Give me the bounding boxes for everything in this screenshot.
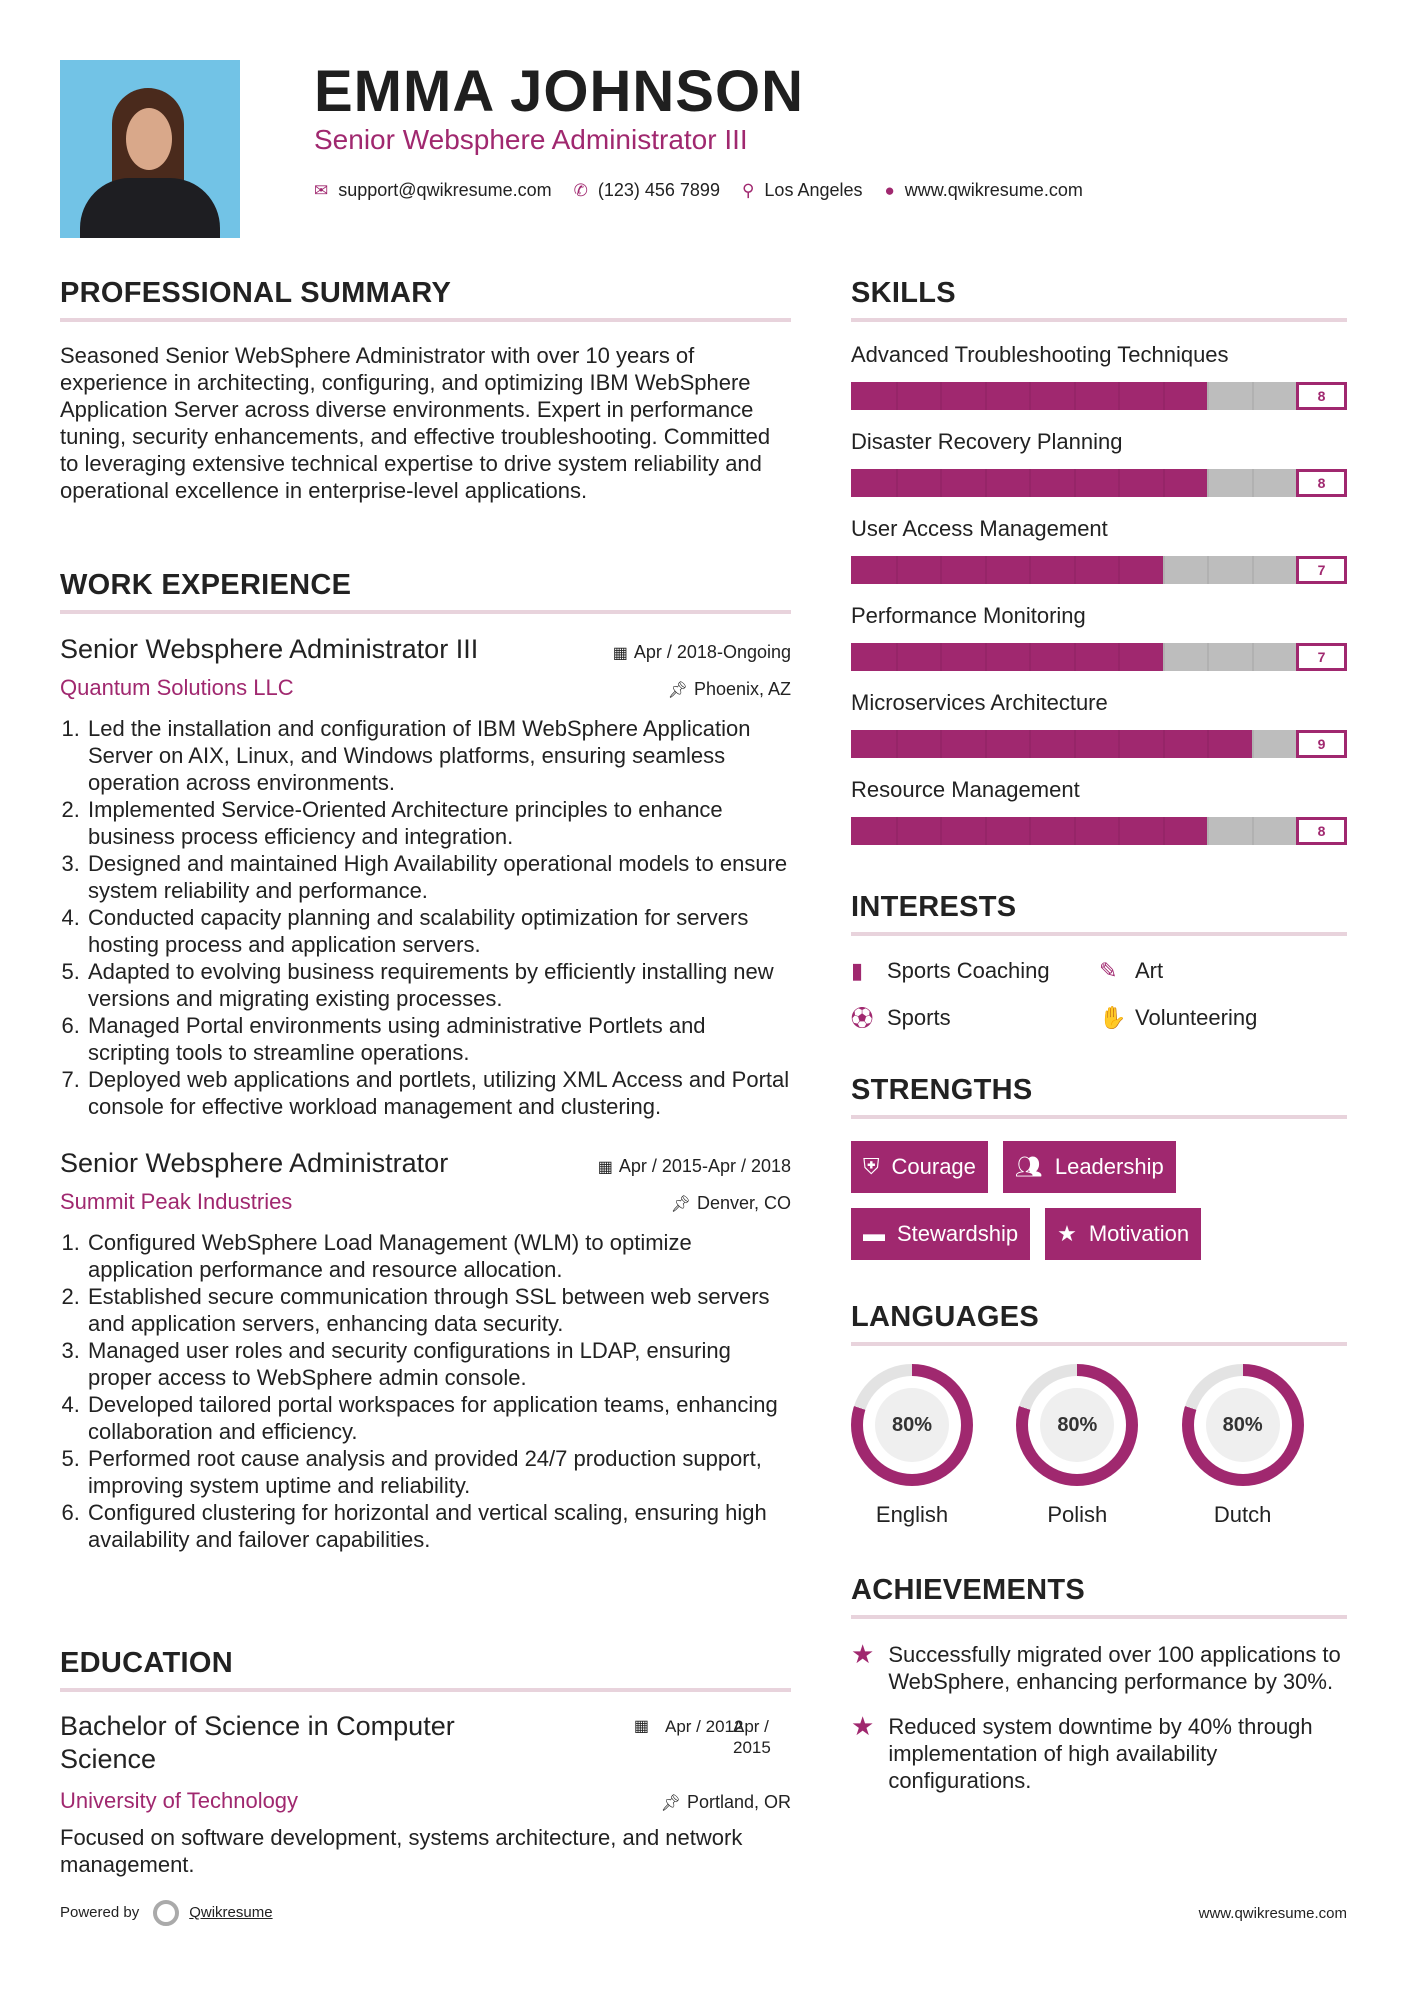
skill-segment-divider (1163, 730, 1165, 758)
skill-segment-divider (1207, 469, 1209, 497)
skill-segment-divider (1252, 817, 1254, 845)
location-pin-icon: ⚲ (741, 180, 755, 200)
achievement-item (851, 1641, 1347, 1695)
skill-name: Resource Management (851, 777, 1080, 802)
skill-name: Performance Monitoring (851, 603, 1086, 628)
handshake-icon: ✋ (1099, 1004, 1127, 1030)
star-icon: ★ (851, 1711, 875, 1741)
strength-tag (851, 1208, 1030, 1260)
skill-segment-divider (896, 643, 898, 671)
strength-label: Courage (891, 1154, 976, 1179)
shield-icon: ⛨ (863, 1154, 880, 1179)
strength-label: Motivation (1088, 1221, 1190, 1246)
interest-item (851, 1002, 1099, 1033)
pin-icon: 📌︎ (660, 1795, 681, 1812)
phone-text: (123) 456 7899 (597, 180, 720, 200)
list-item: 7. Deployed web applications and portlets, utilizing XML Access and Portal console for effective workload management and clustering. (86, 1066, 791, 1120)
skill-track (851, 556, 1296, 584)
achievement-text: Successfully migrated over 100 applications to WebSphere, enhancing performance by 30%. (888, 1642, 1341, 1694)
email-icon: ✉ (314, 180, 329, 200)
section-heading: WORK EXPERIENCE (60, 569, 352, 601)
skill-segment-divider (1074, 382, 1076, 410)
skill-segment-divider (985, 817, 987, 845)
powered-by-label: Powered by (60, 1903, 140, 1921)
skill-segment-divider (1074, 643, 1076, 671)
skill-segment-divider (1029, 643, 1031, 671)
skill-segment-divider (940, 730, 942, 758)
list-item: 6. Configured clustering for horizontal and vertical scaling, ensuring high availability and failover capabilities. (86, 1499, 791, 1553)
section-heading: PROFESSIONAL SUMMARY (60, 277, 452, 309)
list-item: 1. Configured WebSphere Load Management (WLM) to optimize application performance and resource allocation. (86, 1229, 791, 1283)
strength-label: Stewardship (897, 1221, 1019, 1246)
skill-segment-divider (1207, 817, 1209, 845)
language-item (1182, 1364, 1347, 1528)
profile-photo (60, 60, 240, 238)
languages-section (851, 1301, 1347, 1528)
soccer-ball-icon: ⚽︎ (851, 1006, 874, 1031)
language-item (1016, 1364, 1181, 1528)
achievement-item (851, 1713, 1347, 1794)
skill-segment-divider (940, 469, 942, 497)
skill-score: 7 (1296, 643, 1347, 671)
language-name: Polish (1047, 1502, 1108, 1527)
skill-segment-divider (896, 382, 898, 410)
skill-bar (851, 730, 1347, 758)
degree-title: Bachelor of Science in Computer Science (60, 1711, 455, 1774)
language-percent: 80% (1206, 1388, 1280, 1462)
skill-segment-divider (1163, 469, 1165, 497)
interests-section (851, 891, 1347, 1033)
job-title: Senior Websphere Administrator (60, 1148, 449, 1178)
footer-powered-by (60, 1900, 273, 1926)
skill-segment-divider (1029, 469, 1031, 497)
skill-segment-divider (1118, 469, 1120, 497)
divider (851, 1342, 1347, 1346)
job-location: Phoenix, AZ (693, 679, 791, 699)
skill-segment-divider (1252, 730, 1254, 758)
skill-segment-divider (896, 730, 898, 758)
skill-segment-divider (1118, 643, 1120, 671)
list-item: 4. Conducted capacity planning and scalability optimization for servers hosting process and application servers. (86, 904, 791, 958)
calendar-icon: ▦ (597, 1159, 613, 1176)
calendar-icon: ▦ (612, 645, 628, 662)
calendar-icon: ▦ (633, 1718, 649, 1735)
divider (851, 932, 1347, 936)
job-entry (60, 634, 791, 1120)
skill-score: 8 (1296, 469, 1347, 497)
brand-link[interactable]: Qwikresume (189, 1903, 273, 1921)
skill-track (851, 730, 1296, 758)
list-item: 2. Implemented Service-Oriented Architecture principles to enhance business process efficiency and integration. (86, 796, 791, 850)
skill-segment-divider (1118, 556, 1120, 584)
interest-label: Sports (887, 1004, 951, 1030)
skill-segment-divider (1163, 556, 1165, 584)
candidate-name: EMMA JOHNSON (314, 59, 804, 124)
skill-bar (851, 382, 1347, 410)
skill-segment-divider (985, 556, 987, 584)
skill-bar (851, 817, 1347, 845)
section-heading: EDUCATION (60, 1647, 233, 1679)
strength-tag (851, 1141, 988, 1193)
globe-icon: ● (884, 180, 895, 200)
skill-score: 8 (1296, 382, 1347, 410)
skill-segment-divider (1074, 817, 1076, 845)
edu-description: Focused on software development, systems architecture, and network management. (60, 1825, 743, 1877)
strengths-section (851, 1074, 1347, 1260)
qwikresume-logo-icon (153, 1900, 179, 1926)
list-item: 5. Performed root cause analysis and provided 24/7 production support, improving system uptime and reliability. (86, 1445, 791, 1499)
skill-track (851, 817, 1296, 845)
divider (851, 1115, 1347, 1119)
skill-segment-divider (940, 556, 942, 584)
job-title: Senior Websphere Administrator III (60, 634, 479, 664)
email-link[interactable]: support@qwikresume.com (338, 180, 552, 200)
company-name: Summit Peak Industries (60, 1189, 293, 1214)
language-item (851, 1364, 1016, 1528)
experience-section (60, 569, 791, 1553)
divider (60, 1688, 791, 1692)
skill-segment-divider (1074, 469, 1076, 497)
edu-location: Portland, OR (686, 1792, 791, 1812)
footer-url[interactable]: www.qwikresume.com (1198, 1905, 1347, 1922)
location-text: Los Angeles (764, 180, 863, 200)
achievements-section (851, 1574, 1347, 1812)
interest-label: Sports Coaching (887, 958, 1050, 983)
skill-bar (851, 556, 1347, 584)
school-name: University of Technology (60, 1788, 299, 1813)
skills-section (851, 277, 1347, 864)
summary-section (60, 277, 791, 504)
skill-segment-divider (1029, 730, 1031, 758)
strength-tag (1003, 1141, 1176, 1193)
strength-tag (1045, 1208, 1201, 1260)
skill-segment-divider (1118, 382, 1120, 410)
skill-segment-divider (1252, 382, 1254, 410)
divider (851, 1615, 1347, 1619)
list-item: 2. Established secure communication through SSL between web servers and application servers, enhancing data security. (86, 1283, 791, 1337)
skill-segment-divider (985, 469, 987, 497)
divider (60, 610, 791, 614)
website-link[interactable]: www.qwikresume.com (904, 180, 1083, 200)
skill-bar (851, 469, 1347, 497)
skill-segment-divider (1163, 817, 1165, 845)
skill-track (851, 469, 1296, 497)
edu-start: Apr / 2012 (665, 1717, 744, 1736)
star-icon: ★ (851, 1639, 875, 1669)
skill-segment-divider (1252, 556, 1254, 584)
language-percent: 80% (875, 1388, 949, 1462)
list-item: 3. Managed user roles and security configurations in LDAP, ensuring proper access to WebSphere admin console. (86, 1337, 791, 1391)
skill-score: 7 (1296, 556, 1347, 584)
whistle-icon: ▮ (851, 958, 864, 983)
list-item: 3. Designed and maintained High Availability operational models to ensure system reliability and performance. (86, 850, 791, 904)
skill-segment-divider (1074, 730, 1076, 758)
summary-text: Seasoned Senior WebSphere Administrator with over 10 years of experience in architecting, configuring, and optimizing IBM WebSphere Application Server across diverse environments. Expert in performance tuning, security enhancements, and effective troubleshooting. Committed to leveraging extensive technical expertise to drive system reliability and operational excellence in enterprise-level applications. (60, 343, 771, 503)
language-donut (1182, 1364, 1304, 1486)
skill-segment-divider (1163, 382, 1165, 410)
interest-item (1099, 958, 1347, 984)
job-dates: Apr / 2018-Ongoing (633, 642, 791, 662)
skill-fill (851, 730, 1252, 758)
skill-segment-divider (1029, 556, 1031, 584)
divider (851, 318, 1347, 322)
edu-end: Apr / 2015 (733, 1717, 771, 1757)
divider (60, 318, 791, 322)
skill-segment-divider (896, 556, 898, 584)
pin-icon: 📌︎ (667, 682, 688, 699)
list-item: 4. Developed tailored portal workspaces for application teams, enhancing collaboration and efficiency. (86, 1391, 791, 1445)
candidate-title: Senior Websphere Administrator III (314, 124, 748, 155)
skill-segment-divider (940, 643, 942, 671)
job-location: Denver, CO (696, 1193, 791, 1213)
language-name: Dutch (1213, 1502, 1272, 1527)
skill-segment-divider (1207, 382, 1209, 410)
strength-label: Leadership (1054, 1154, 1164, 1179)
company-name: Quantum Solutions LLC (60, 675, 294, 700)
skill-segment-divider (1029, 382, 1031, 410)
skill-segment-divider (985, 643, 987, 671)
skill-name: Advanced Troubleshooting Techniques (851, 342, 1229, 367)
skill-track (851, 382, 1296, 410)
list-item: 1. Led the installation and configuration of IBM WebSphere Application Server on AIX, Linux, and Windows platforms, ensuring seamless operation across environments. (86, 715, 791, 796)
group-icon: 👥︎ (1014, 1154, 1043, 1179)
skill-score: 9 (1296, 730, 1347, 758)
language-percent: 80% (1040, 1388, 1114, 1462)
skill-fill (851, 643, 1163, 671)
paintbrush-icon: ✎ (1099, 958, 1118, 983)
skill-bar (851, 643, 1347, 671)
education-section (60, 1647, 791, 1878)
contact-bar (314, 180, 1083, 201)
job-dates: Apr / 2015-Apr / 2018 (618, 1156, 791, 1176)
section-heading: ACHIEVEMENTS (851, 1574, 1086, 1606)
skill-segment-divider (1207, 643, 1209, 671)
skill-name: Microservices Architecture (851, 690, 1108, 715)
skill-segment-divider (1118, 730, 1120, 758)
skill-segment-divider (1207, 556, 1209, 584)
skill-segment-divider (1207, 730, 1209, 758)
language-donut (1016, 1364, 1138, 1486)
briefcase-icon: ▬ (863, 1221, 885, 1246)
skill-segment-divider (1163, 643, 1165, 671)
skill-segment-divider (940, 817, 942, 845)
skill-fill (851, 556, 1163, 584)
achievement-text: Reduced system downtime by 40% through implementation of high availability configurations. (888, 1714, 1313, 1793)
interest-item (1099, 1002, 1347, 1033)
skill-segment-divider (896, 817, 898, 845)
skill-score: 8 (1296, 817, 1347, 845)
section-heading: INTERESTS (851, 891, 1017, 923)
interest-item (851, 958, 1099, 984)
list-item: 5. Adapted to evolving business requirements by efficiently installing new versions and migrating existing processes. (86, 958, 791, 1012)
language-donut (851, 1364, 973, 1486)
interest-label: Volunteering (1135, 1004, 1258, 1030)
list-item: 6. Managed Portal environments using administrative Portlets and scripting tools to streamline operations. (86, 1012, 791, 1066)
skill-name: User Access Management (851, 516, 1108, 541)
language-name: English (875, 1502, 949, 1527)
section-heading: STRENGTHS (851, 1074, 1033, 1106)
skill-segment-divider (940, 382, 942, 410)
skill-segment-divider (896, 469, 898, 497)
skill-segment-divider (1252, 469, 1254, 497)
pin-icon: 📌︎ (670, 1196, 691, 1213)
skill-segment-divider (1029, 817, 1031, 845)
skill-track (851, 643, 1296, 671)
skill-name: Disaster Recovery Planning (851, 429, 1123, 454)
skill-segment-divider (1074, 556, 1076, 584)
job-entry (60, 1148, 791, 1553)
skill-segment-divider (985, 382, 987, 410)
section-heading: SKILLS (851, 277, 956, 309)
section-heading: LANGUAGES (851, 1301, 1039, 1333)
skill-segment-divider (1118, 817, 1120, 845)
skill-segment-divider (1252, 643, 1254, 671)
skill-segment-divider (985, 730, 987, 758)
interest-label: Art (1135, 958, 1164, 983)
star-icon: ★ (1057, 1221, 1077, 1246)
phone-icon: ✆ (573, 180, 588, 200)
